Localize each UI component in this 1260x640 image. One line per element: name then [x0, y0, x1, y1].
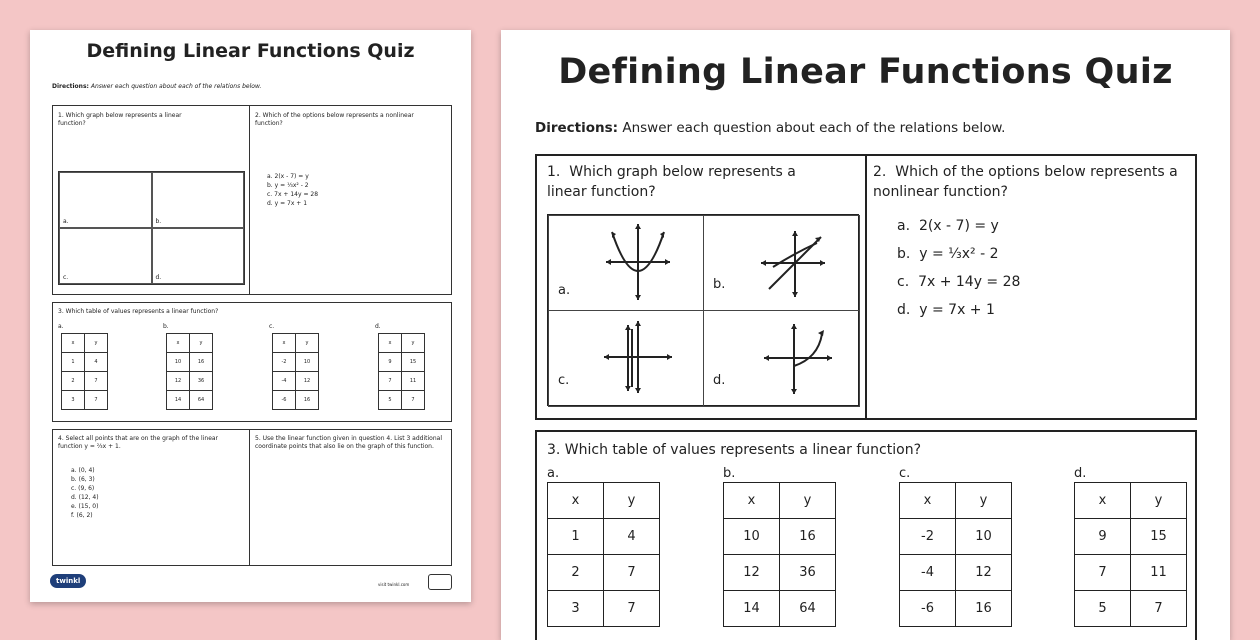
page-title: Defining Linear Functions Quiz	[86, 40, 415, 62]
graph-b-relation	[753, 223, 833, 303]
q2-options: a. 2(x - 7) = y b. y = ⅓x² - 2 c. 7x + 14y = 28 d. y = 7x + 1	[267, 173, 319, 207]
graph-a-parabola	[598, 220, 678, 305]
table-b: x y 10 16 12 36 14 64	[166, 333, 213, 410]
graph-d-curve	[758, 318, 838, 398]
graph-grid: a. b. c. d.	[58, 171, 245, 285]
q2-option-b: b. y = ⅓x² - 2	[897, 246, 999, 262]
table-c: x y -2 10 -4 12 -6 16	[899, 482, 1012, 627]
quiz-thumbnail-page	[30, 30, 471, 602]
quiz-page	[501, 30, 1230, 640]
twinkl-logo: twinkl	[50, 574, 86, 588]
question-3-box: 3. Which table of values represents a linear function? a. b. c. d. x y 1 4 2 7 3 7 x y 10 16 12 36 14 64 x y -2 10 -4 12 -6 16 x y 9 15 7 11 5 7	[535, 430, 1197, 640]
q2-option-c: c. 7x + 14y = 28	[897, 274, 1021, 290]
question-3-box: 3. Which table of values represents a linear function? a. b. c. d. x y 1 4 2 7 3 7 x y 10 16 12 36 14 64 x y -2 10 -4 12 -6 16 x y 9 15 7 11 5 7	[52, 302, 452, 422]
graph-grid: a. b. c. d.	[547, 214, 859, 406]
page-title: Defining Linear Functions Quiz	[558, 52, 1173, 92]
table-d: x y 9 15 7 11 5 7	[1074, 482, 1187, 627]
graph-c-vertical-lines	[598, 315, 678, 400]
footer-badge-icon	[428, 574, 452, 590]
directions: Directions: Answer each question about each of the relations below.	[535, 120, 1006, 136]
question-3: 3. Which table of values represents a linear function?	[547, 442, 921, 458]
question-1-2-box: 1. Which graph below represents a linear function? a. b. c. d. 2. Which of the options below represents a nonlinear function? a. 2(x - 7) = y b. y = ⅓x² - 2 c. 7x + 14y = 28 d. y = 7x + 1	[52, 105, 452, 295]
table-d: x y 9 15 7 11 5 7	[378, 333, 425, 410]
q2-option-d: d. y = 7x + 1	[897, 302, 995, 318]
question-1-2-box	[535, 154, 1197, 420]
footer-site: visit twinkl.com	[378, 582, 410, 587]
table-b: x y 10 16 12 36 14 64	[723, 482, 836, 627]
q4-options: a. (0, 4) b. (6, 3) c. (9, 6) d. (12, 4) e. (15, 0) f. (6, 2)	[71, 467, 99, 519]
table-c: x y -2 10 -4 12 -6 16	[272, 333, 319, 410]
question-2: 2. Which of the options below represents a nonlinear function?	[873, 164, 1178, 200]
table-a: x y 1 4 2 7 3 7	[547, 482, 660, 627]
question-4-5-box: 4. Select all points that are on the graph of the linear function y = ⅔x + 1. a. (0, 4) b. (6, 3) c. (9, 6) d. (12, 4) e. (15, 0) f. (6, 2) 5. Use the linear function given in question 4. List 3 additional coordinate points that also lie on the graph of this function.	[52, 429, 452, 566]
question-1: 1. Which graph below represents a linear function?	[547, 164, 796, 200]
table-a: x y 1 4 2 7 3 7	[61, 333, 108, 410]
directions: Directions: Answer each question about each of the relations below.	[52, 83, 262, 90]
q2-option-a: a. 2(x - 7) = y	[897, 218, 999, 234]
